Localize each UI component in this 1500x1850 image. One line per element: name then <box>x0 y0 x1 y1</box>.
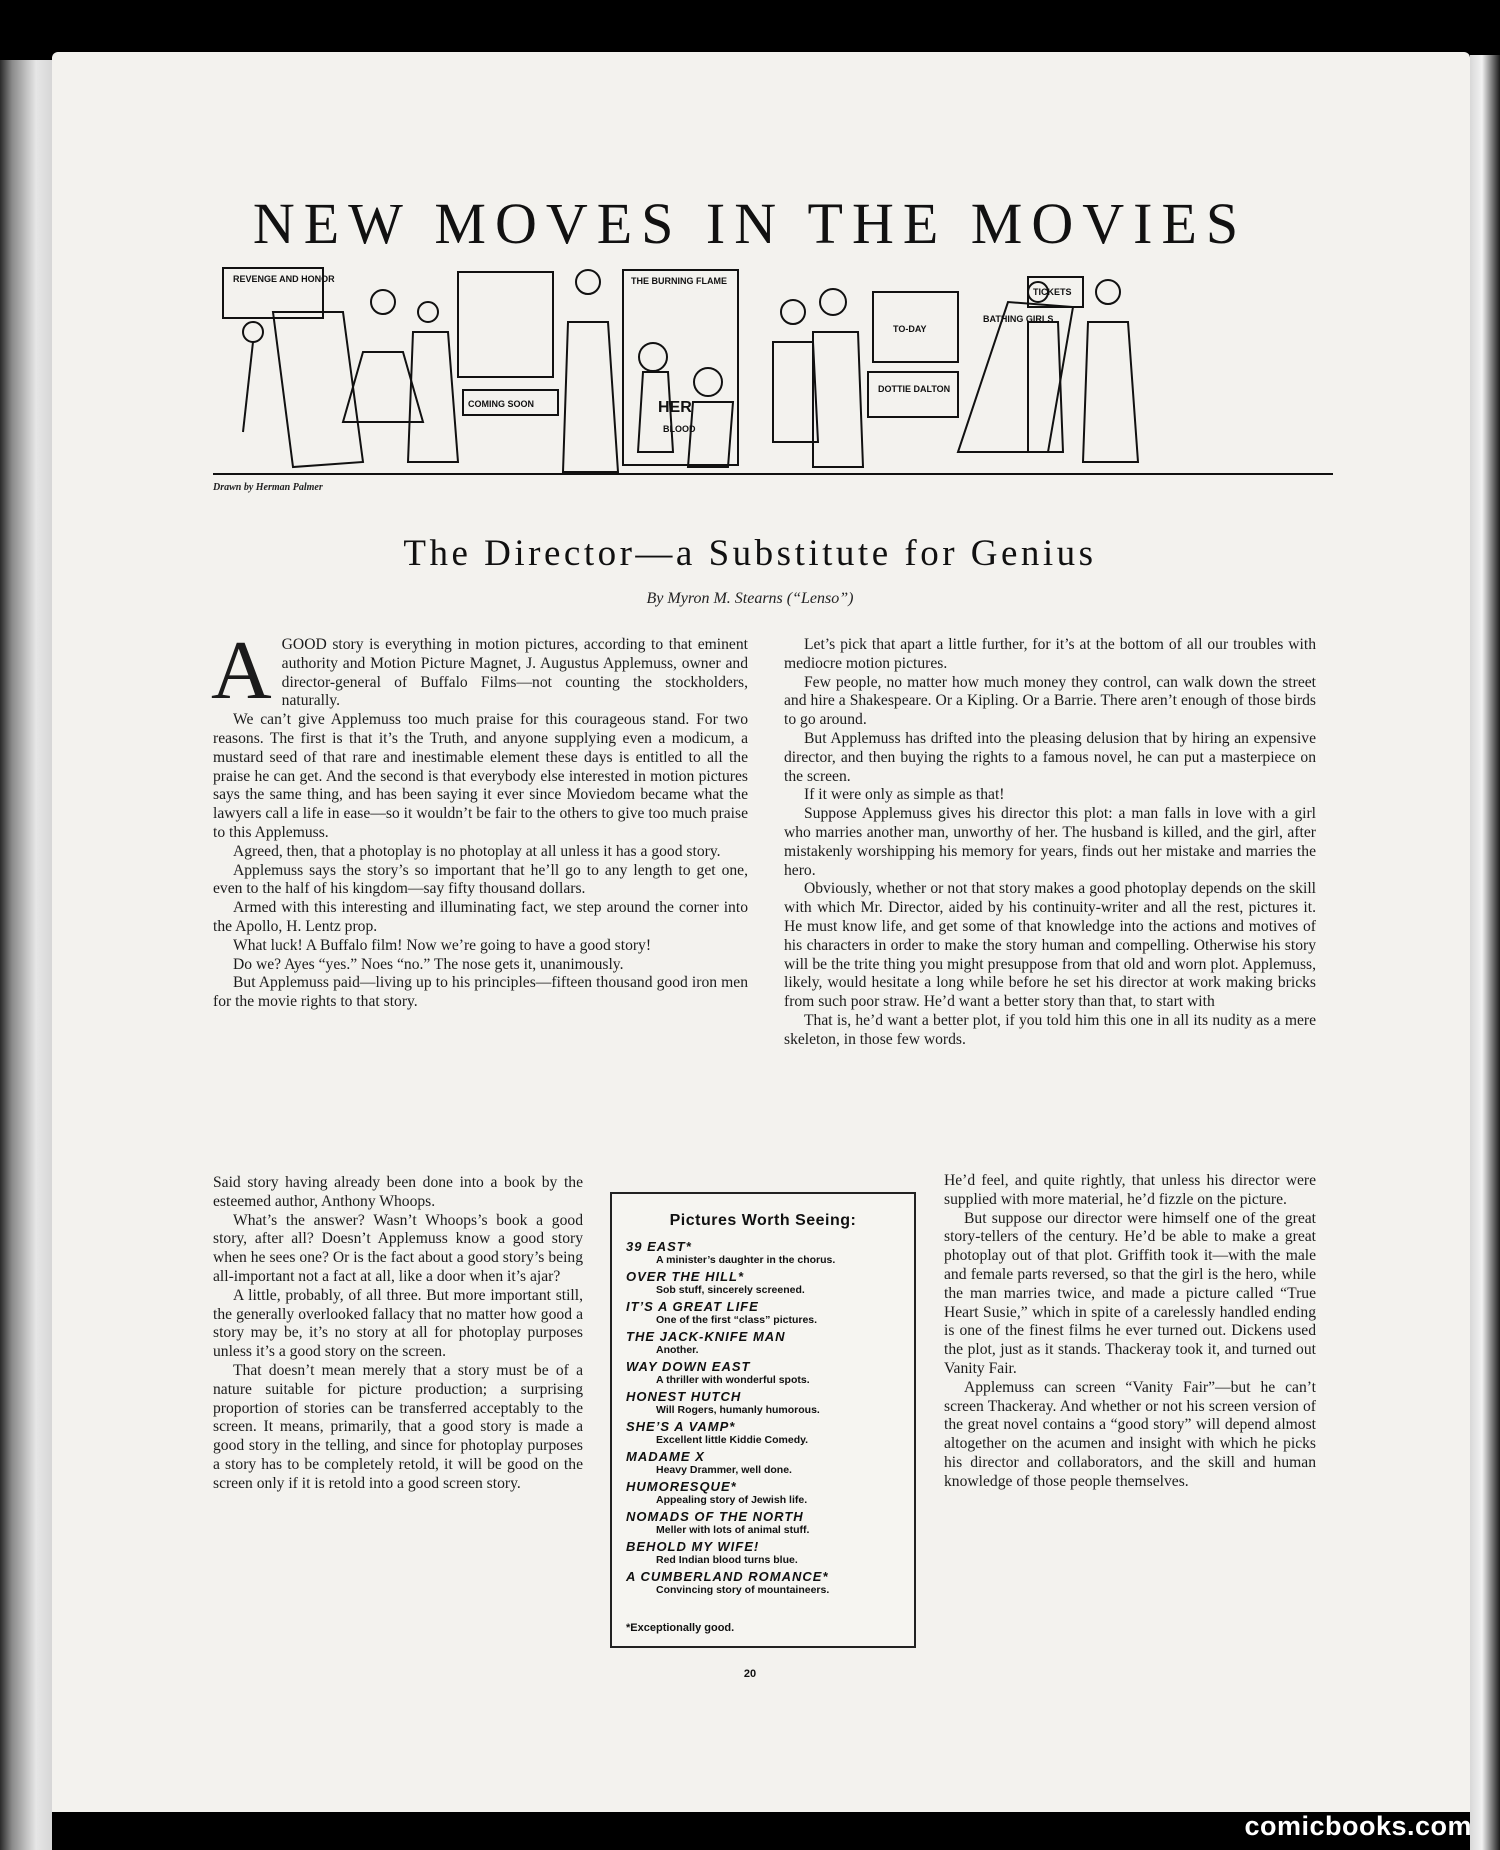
poster-text-bathing: BATHING GIRLS <box>983 314 1054 324</box>
poster-text-blood: BLOOD <box>663 424 696 434</box>
paragraph: But Applemuss paid—living up to his principles—fifteen thousand good iron men for the movie rights to that story. <box>213 974 748 1011</box>
film-note: Appealing story of Jewish life. <box>656 1494 808 1506</box>
film-list <box>612 1240 914 1596</box>
poster-text-today: TO-DAY <box>893 324 927 334</box>
paragraph: Few people, no matter how much money they control, can walk down the street and hire a Shakespeare. Or a Kipling. Or a Barrie. There aren’t enough of those birds to go around. <box>784 673 1316 729</box>
paragraph: A little, probably, of all three. But more important still, the generally overlooked fallacy that no matter how good a story may be, it’s no story at all for photoplay purposes unless it’s a good story on the screen. <box>213 1286 583 1361</box>
paragraph: Suppose Applemuss gives his director this plot: a man falls in love with a girl who marries another man, unworthy of her. The husband is killed, and the girl, after mistakenly worshipping his memory for years, finds out her mistake and marries the hero. <box>784 805 1316 879</box>
paragraph: What’s the answer? Wasn’t Whoops’s book a good story, after all? Doesn’t Applemuss know a good story when he sees one? Or is the fact about a good story’s being all-important not a fact at all, like a door when it’s ajar? <box>213 1211 583 1285</box>
list-item <box>626 1570 902 1596</box>
paragraph: Said story having already been done into a book by the esteemed author, Anthony Whoops. <box>213 1174 583 1210</box>
film-note: Heavy Drammer, well done. <box>656 1464 792 1476</box>
illustration-credit: Drawn by Herman Palmer <box>213 482 323 493</box>
paragraph: Do we? Ayes “yes.” Noes “no.” The nose gets it, unanimously. <box>233 955 624 973</box>
paragraph: That doesn’t mean merely that a story must be of a nature suitable for picture production; a surprising proportion of stories can be transferred acceptably to the screen. It means, primarily, that a good story is made a good story in the telling, and since for photoplay purposes a story has to be completely retold, it will be good on the screen only if it is retold into a good screen story. <box>213 1361 583 1492</box>
paragraph: Armed with this interesting and illuminating fact, we step around the corner into the Apollo, H. Lentz prop. <box>213 899 748 935</box>
list-item <box>626 1540 902 1566</box>
film-note: Red Indian blood turns blue. <box>656 1554 798 1566</box>
site-watermark: comicbooks.com <box>1244 1811 1472 1841</box>
poster-text-coming-soon: COMING SOON <box>468 399 535 409</box>
film-title: HONEST HUTCH <box>626 1389 742 1404</box>
sidebar-footnote: *Exceptionally good. <box>626 1622 735 1634</box>
article-title: The Director—a Substitute for Genius <box>403 533 1097 574</box>
page-header-title: NEW MOVES IN THE MOVIES <box>252 191 1248 256</box>
poster-text-revenge: REVENGE AND HONOR <box>233 274 335 284</box>
film-title: NOMADS OF THE NORTH <box>626 1509 804 1524</box>
page-number: 20 <box>743 1668 757 1680</box>
book-binding <box>0 60 60 1850</box>
paragraph: Applemuss says the story’s so important that he’ll go to any length to get one, even to the half of his kingdom—say fifty thousand dollars. <box>213 861 748 898</box>
film-title: IT’S A GREAT LIFE <box>626 1299 759 1314</box>
film-title: OVER THE HILL* <box>626 1269 745 1284</box>
paragraph: He’d feel, and quite rightly, that unless his director were supplied with more material, he’d fizzle on the picture. <box>944 1172 1316 1208</box>
paragraph: Applemuss can screen “Vanity Fair”—but he can’t screen Thackeray. And whether or not his screen version of the great novel contains a “good story” will depend almost altogether on the acumen and insight with which he picks his director and collaborators, and the skill and human knowledge of those people themselves. <box>944 1378 1316 1490</box>
paragraph: That is, he’d want a better plot, if you told him this one in all its nudity as a mere skeleton, in those few words. <box>784 1011 1316 1048</box>
paragraph: Obviously, whether or not that story makes a good photoplay depends on the skill with which Mr. Director, aided by his continuity-writer and all the rest, pictures it. He must know life, and get some of that knowledge into the actions and motives of his characters in order to make the story human and compelling. Otherwise his story will be the trite thing you might presuppose from that old and worn plot. Applemuss, likely, would hesitate a long while before he set his director at work making bricks from such poor straw. He’d want a better story than that, to start with <box>784 880 1316 1011</box>
paragraph: What luck! A Buffalo film! Now we’re going to have a good story! <box>233 936 652 954</box>
film-title: 39 EAST* <box>626 1239 692 1254</box>
list-item <box>626 1240 902 1266</box>
film-title: MADAME X <box>626 1449 705 1464</box>
paragraph: Let’s pick that apart a little further, for it’s at the bottom of all our troubles with mediocre motion pictures. <box>784 636 1316 672</box>
film-note: Excellent little Kiddie Comedy. <box>656 1434 809 1446</box>
list-item <box>626 1300 902 1326</box>
film-note: Another. <box>656 1344 699 1356</box>
list-item <box>626 1480 902 1506</box>
film-title: SHE’S A VAMP* <box>626 1419 736 1434</box>
paragraph-text: GOOD story is everything in motion pictures, according to that eminent authority and Motion Picture Magnet, J. Augustus Applemuss, owner and director-general of Buffalo Films—not counting the stockholders, naturally. <box>281 636 748 710</box>
article-column-left-lower <box>213 1174 583 1494</box>
sidebar-title: Pictures Worth Seeing: <box>669 1212 857 1229</box>
film-title: BEHOLD MY WIFE! <box>626 1539 760 1554</box>
list-item <box>626 1420 902 1446</box>
list-item <box>626 1270 902 1296</box>
poster-text-tickets: TICKETS <box>1033 287 1072 297</box>
header-illustration <box>213 262 1333 480</box>
paragraph: Agreed, then, that a photoplay is no photoplay at all unless it has a good story. <box>233 842 721 860</box>
drop-cap: A <box>211 624 272 717</box>
film-note: A minister’s daughter in the chorus. <box>656 1254 836 1266</box>
paragraph: If it were only as simple as that! <box>804 786 1005 804</box>
film-note: Meller with lots of animal stuff. <box>656 1524 810 1536</box>
film-note: A thriller with wonderful spots. <box>656 1374 810 1386</box>
article-byline: By Myron M. Stearns (“Lenso”) <box>646 590 854 607</box>
list-item <box>626 1510 902 1536</box>
article-column-right <box>784 636 1316 1050</box>
article-column-right-lower <box>944 1172 1316 1492</box>
article-column-left <box>211 624 748 1012</box>
pictures-worth-seeing-box <box>610 1192 916 1648</box>
list-item <box>626 1360 902 1386</box>
list-item <box>626 1390 902 1416</box>
paragraph: But suppose our director were himself one of the great story-tellers of the century. He’d be able to make a great photoplay out of that plot. Griffith took it—with the male and female parts reversed, so that the girl is the hero, while the man marries twice, and made a picture called “True Heart Susie,” which in spite of a carelessly handled ending is one of the finest films he ever turned out. Dickens used the plot, just as it stands. Thackeray took it, and turned out Vanity Fair. <box>944 1209 1316 1377</box>
film-title: WAY DOWN EAST <box>626 1359 751 1374</box>
poster-text-dottie: DOTTIE DALTON <box>878 384 951 394</box>
film-title: THE JACK-KNIFE MAN <box>626 1329 786 1344</box>
right-page-edge <box>1470 55 1500 1850</box>
list-item <box>626 1450 902 1476</box>
poster-text-burning-flame: THE BURNING FLAME <box>631 276 727 286</box>
film-note: Convincing story of mountaineers. <box>656 1584 830 1596</box>
paragraph <box>211 624 748 717</box>
film-note: Sob stuff, sincerely screened. <box>656 1284 805 1296</box>
film-title: HUMORESQUE* <box>626 1479 737 1494</box>
film-note: One of the first “class” pictures. <box>656 1314 818 1326</box>
paragraph: But Applemuss has drifted into the pleasing delusion that by hiring an expensive director, and then buying the rights to a famous novel, he can put a masterpiece on the screen. <box>784 729 1316 785</box>
film-note: Will Rogers, humanly humorous. <box>656 1404 820 1416</box>
film-title: A CUMBERLAND ROMANCE* <box>626 1569 829 1584</box>
poster-text-her: HER <box>658 399 692 416</box>
paragraph: We can’t give Applemuss too much praise for this courageous stand. For two reasons. The first is that it’s the Truth, and anyone supplying even a modicum, a mustard seed of that rare and inestimable element these days is entitled to all the praise he can get. And the second is that everybody else interested in motion pictures says the same thing, and has been saying it ever since Moviedom became what the lawyers call a life in ease—so it wouldn’t be fair to the others to give too much praise to this Applemuss. <box>213 711 748 841</box>
list-item <box>626 1330 902 1356</box>
